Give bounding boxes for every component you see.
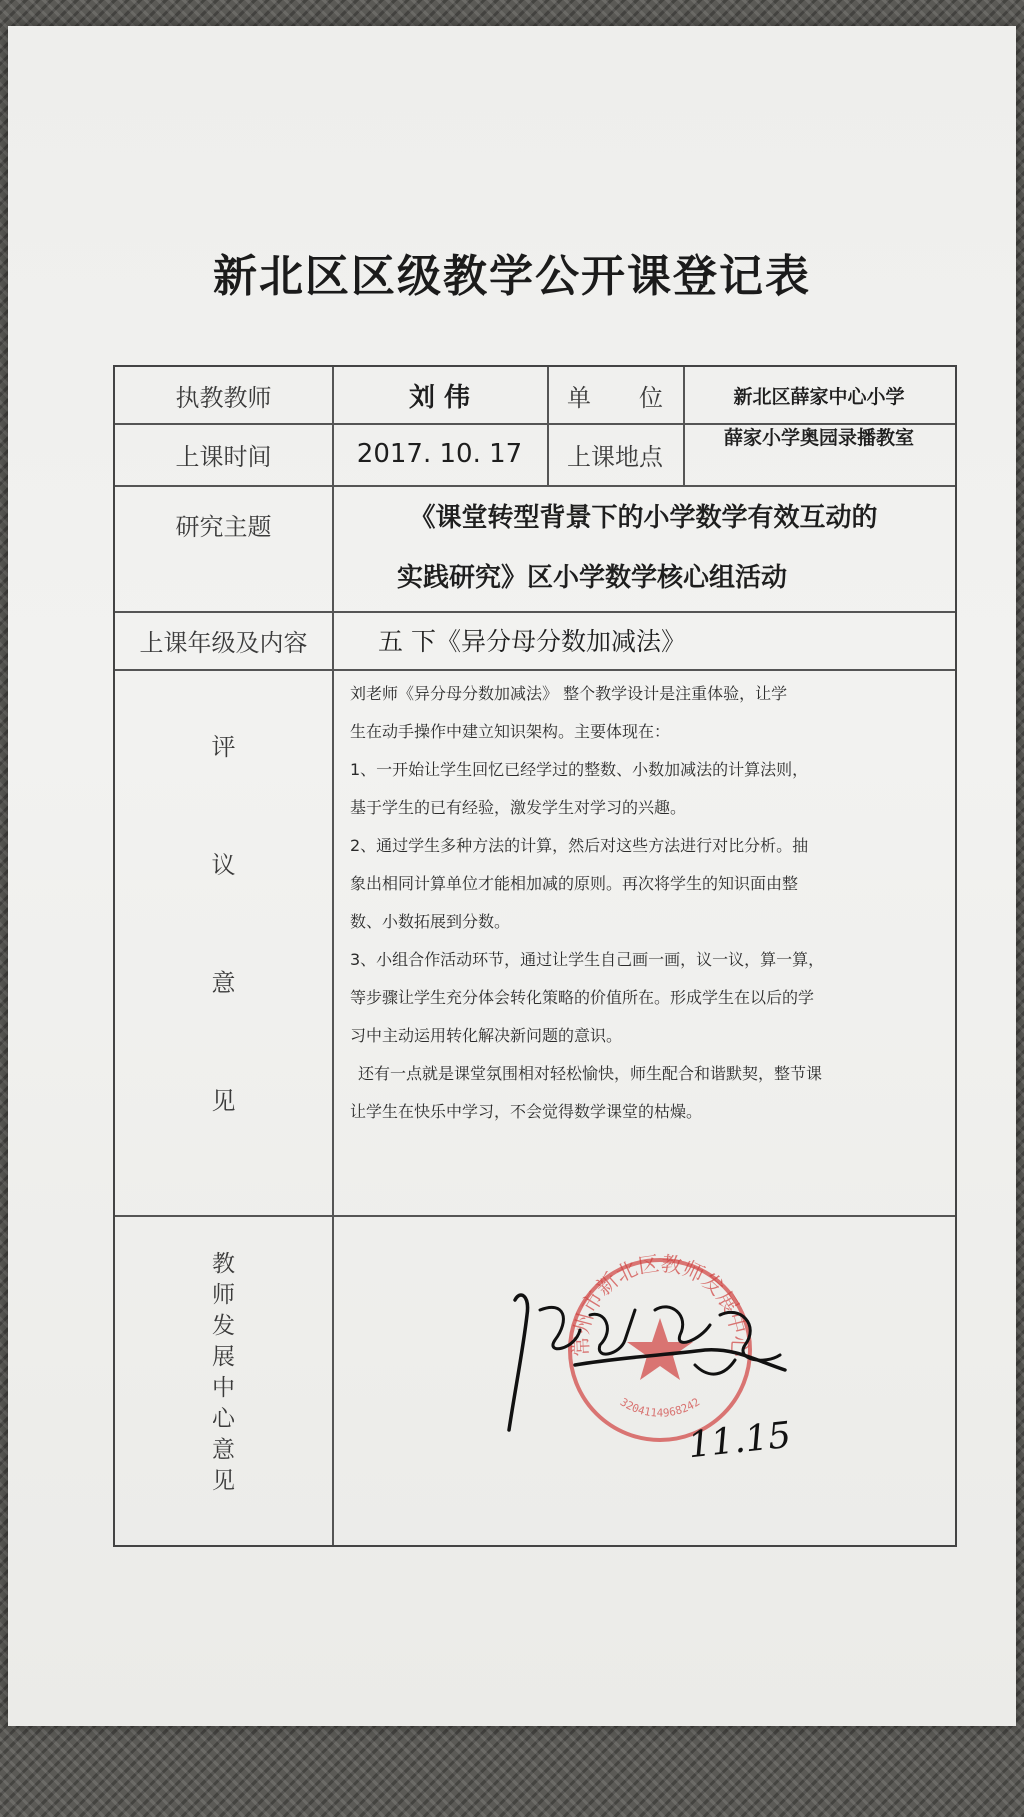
review-line: 生在动手操作中建立知识架构。主要体现在： bbox=[350, 722, 671, 741]
review-line: 刘老师《异分母分数加减法》 整个教学设计是注重体验，让学 bbox=[350, 684, 788, 703]
center-label-char: 心 bbox=[212, 1406, 235, 1432]
time-label: 上课时间 bbox=[175, 442, 272, 471]
review-line: 习中主动运用转化解决新问题的意识。 bbox=[350, 1026, 623, 1045]
unit-value: 新北区薛家中心小学 bbox=[733, 385, 905, 408]
topic-label: 研究主题 bbox=[175, 513, 272, 541]
topic-line-2: 实践研究》区小学数学核心组活动 bbox=[396, 562, 787, 593]
review-label-char: 意 bbox=[211, 969, 236, 997]
review-comments bbox=[350, 675, 910, 1131]
grade-label: 上课年级及内容 bbox=[139, 628, 308, 657]
review-line: 数、小数拓展到分数。 bbox=[350, 912, 511, 931]
review-label bbox=[115, 669, 332, 1215]
review-label-char: 评 bbox=[211, 733, 236, 761]
center-label-char: 展 bbox=[212, 1344, 235, 1370]
review-line: 1、一开始让学生回忆已经学过的整数、小数加减法的计算法则， bbox=[350, 760, 809, 779]
grade-value: 五 下《异分母分数加减法》 bbox=[378, 627, 686, 656]
teacher-label: 执教教师 bbox=[175, 383, 272, 412]
time-value: 2017. 10. 17 bbox=[356, 439, 523, 469]
review-label-char: 议 bbox=[211, 851, 236, 879]
location-label: 上课地点 bbox=[567, 442, 663, 471]
unit-label: 单 位 bbox=[567, 383, 663, 412]
review-line: 2、通过学生多种方法的计算，然后对这些方法进行对比分析。抽 bbox=[350, 836, 809, 855]
review-line: 等步骤让学生充分体会转化策略的价值所在。形成学生在以后的学 bbox=[350, 988, 815, 1007]
teacher-value: 刘 伟 bbox=[408, 382, 471, 413]
location-value: 薛家小学奥园录播教室 bbox=[723, 426, 914, 449]
handwritten-signature bbox=[495, 1270, 825, 1440]
seal-number: 3204114968242 bbox=[617, 1395, 703, 1420]
seal-text: 常州市新北区教师发展中心 bbox=[568, 1251, 752, 1358]
review-line: 象出相同计算单位才能相加减的原则。再次将学生的知识面由整 bbox=[350, 874, 799, 893]
center-label-char: 教 bbox=[212, 1251, 235, 1277]
review-label-char: 见 bbox=[211, 1087, 236, 1115]
review-line: 3、小组合作活动环节，通过让学生自己画一画，议一议，算一算， bbox=[350, 950, 825, 969]
form-title: 新北区区级教学公开课登记表 bbox=[213, 251, 811, 302]
review-line: 还有一点就是课堂氛围相对轻松愉快，师生配合和谐默契，整节课 bbox=[358, 1064, 823, 1083]
center-label-char: 师 bbox=[212, 1282, 235, 1308]
center-label-char: 发 bbox=[212, 1313, 235, 1339]
center-label-char: 意 bbox=[212, 1437, 235, 1463]
review-line: 基于学生的已有经验，激发学生对学习的兴趣。 bbox=[350, 798, 687, 817]
center-label-char: 中 bbox=[212, 1375, 235, 1401]
handwritten-date: 11.15 bbox=[686, 1414, 793, 1467]
review-line: 让学生在快乐中学习，不会觉得数学课堂的枯燥。 bbox=[350, 1102, 703, 1121]
topic-line-1: 《课堂转型背景下的小学数学有效互动的 bbox=[409, 502, 878, 533]
center-opinion-label bbox=[115, 1215, 332, 1545]
center-label-char: 见 bbox=[212, 1468, 235, 1494]
